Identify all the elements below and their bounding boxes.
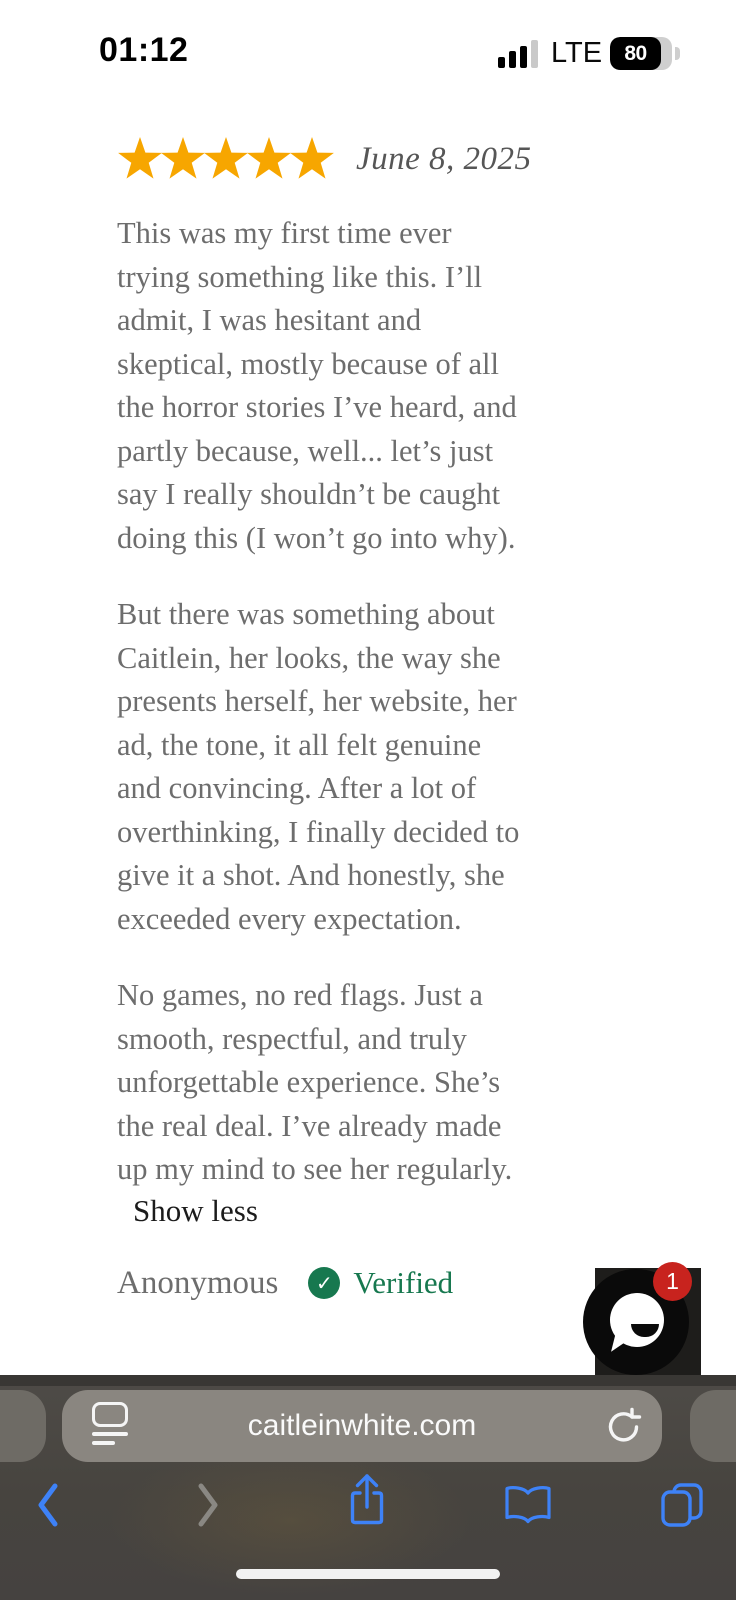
reload-icon [602, 1406, 642, 1446]
review-card [117, 130, 657, 1302]
verified-check-icon: ✓ [308, 1267, 340, 1299]
chat-unread-badge [653, 1262, 692, 1301]
tabs-button[interactable] [659, 1481, 705, 1534]
forward-button[interactable] [194, 1481, 222, 1534]
share-button[interactable] [343, 1471, 391, 1534]
open-book-icon [501, 1483, 555, 1527]
show-less-link[interactable]: Show less [133, 1192, 258, 1228]
star-icon [160, 136, 206, 182]
home-indicator[interactable] [236, 1569, 500, 1579]
chat-bubble-icon [610, 1293, 664, 1347]
battery-percentage: 80 [624, 41, 647, 65]
back-chevron-icon [34, 1481, 62, 1529]
toolbar-top-strip [0, 1375, 736, 1386]
battery-icon [610, 37, 672, 70]
reload-button[interactable] [602, 1406, 642, 1446]
previous-tab-stub[interactable] [0, 1390, 46, 1462]
battery-cap [675, 47, 680, 60]
share-icon [343, 1471, 391, 1529]
status-bar-time: 01:12 [99, 31, 189, 69]
verified-label: Verified [353, 1265, 454, 1300]
chat-bubble-smile [631, 1324, 659, 1337]
chat-unread-count: 1 [666, 1268, 679, 1294]
page-settings-icon[interactable] [92, 1402, 128, 1445]
review-paragraph: No games, no red flags. Just a smooth, respectful, and truly unforgettable experience. She’s the real deal. I’ve already made up my mind to see her regularly. [117, 978, 513, 1186]
address-bar-url[interactable]: caitleinwhite.com [247, 1409, 477, 1442]
review-paragraph: This was my first time ever trying something like this. I’ll admit, I was hesitant and skeptical, mostly because of all the horror stories I’ve heard, and partly because, well... let’s just say I really shouldn’t be caught doing this (I won’t go into why). [117, 216, 517, 555]
star-icon [117, 136, 163, 182]
safari-bottom-toolbar [0, 1375, 736, 1600]
forward-chevron-icon [194, 1481, 222, 1529]
star-icon [246, 136, 292, 182]
rating-row [117, 130, 657, 188]
author-name: Anonymous [117, 1264, 279, 1301]
verified-indicator [308, 1265, 453, 1301]
review-date: June 8, 2025 [356, 140, 532, 177]
tabs-icon [659, 1481, 705, 1529]
bookmarks-button[interactable] [501, 1483, 555, 1532]
star-icon [289, 136, 335, 182]
address-bar[interactable] [62, 1390, 662, 1462]
star-icon [203, 136, 249, 182]
network-type-label: LTE [551, 37, 603, 69]
review-author-row [117, 1265, 657, 1302]
review-paragraph: But there was something about Caitlein, her looks, the way she presents herself, her website, her ad, the tone, it all felt genuine and convincing. After a lot of overthinking, I finally decided to give it a shot. And honestly, she exceeded every expectation. [117, 597, 520, 936]
next-tab-stub[interactable] [690, 1390, 736, 1462]
chat-widget-button[interactable] [595, 1268, 701, 1376]
cellular-signal-icon [498, 40, 538, 68]
back-button[interactable] [34, 1481, 62, 1534]
five-star-rating [117, 136, 332, 182]
